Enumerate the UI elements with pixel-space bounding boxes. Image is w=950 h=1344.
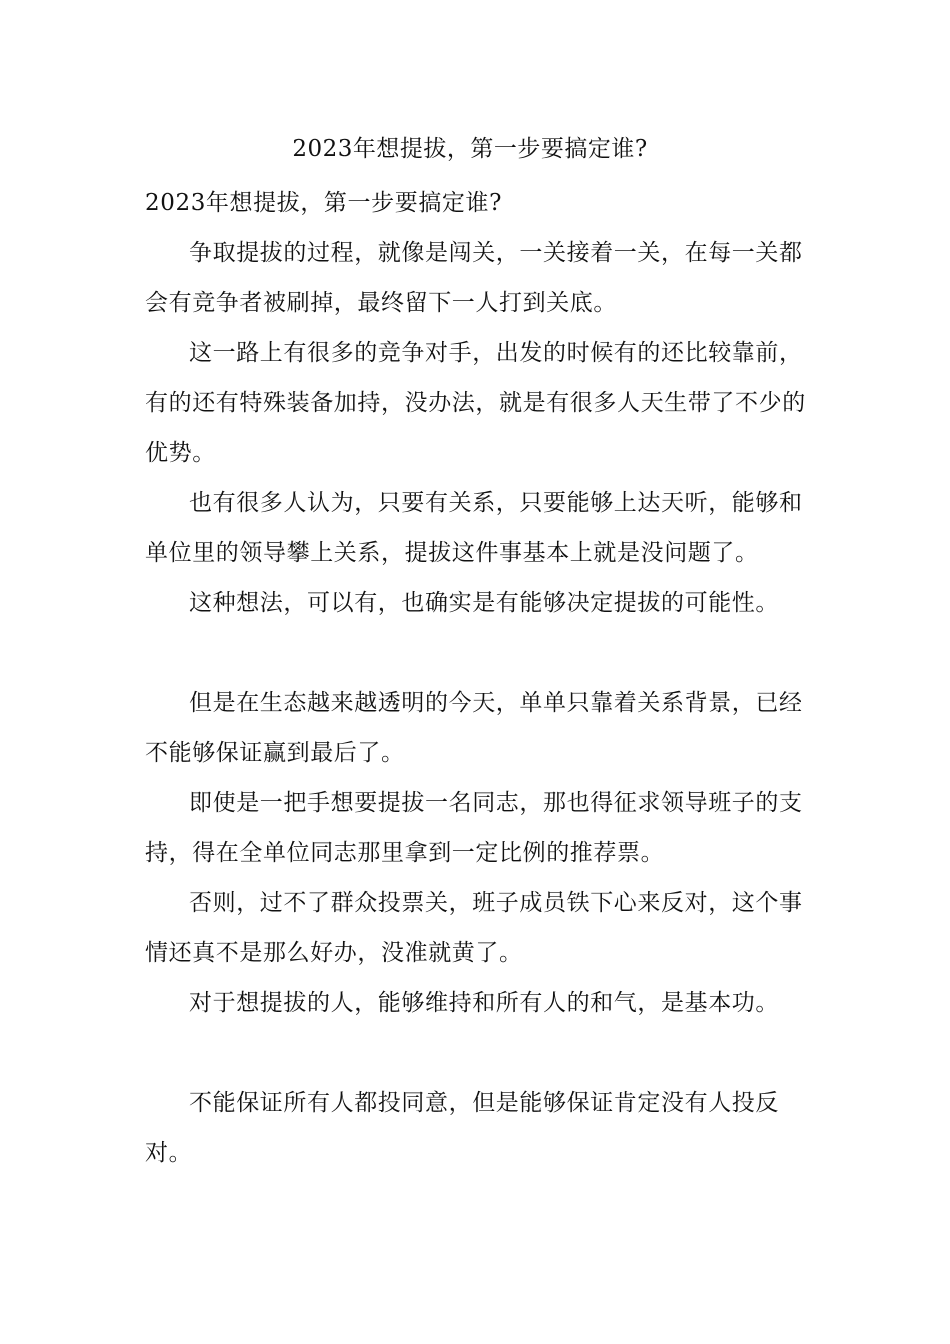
paragraph-7: 否则，过不了群众投票关，班子成员铁下心来反对，这个事情还真不是那么好办，没准就黄了。 bbox=[145, 890, 803, 966]
paragraph-4: 这种想法，可以有，也确实是有能够决定提拔的可能性。 bbox=[189, 590, 779, 616]
paragraph-gap bbox=[145, 1028, 813, 1078]
paragraph-9: 不能保证所有人都投同意，但是能够保证肯定没有人投反对。 bbox=[145, 1090, 779, 1166]
paragraph-8: 对于想提拔的人，能够维持和所有人的和气，是基本功。 bbox=[189, 990, 779, 1016]
document-subtitle: 2023年想提拔，第一步要搞定谁? bbox=[145, 190, 503, 216]
paragraph-1: 争取提拔的过程，就像是闯关，一关接着一关，在每一关都会有竞争者被刷掉，最终留下一人打到关底。 bbox=[145, 240, 803, 316]
document-title: 2023年想提拔，第一步要搞定谁? bbox=[292, 136, 648, 162]
document-body bbox=[145, 178, 813, 1178]
paragraph-6: 即使是一把手想要提拔一名同志，那也得征求领导班子的支持，得在全单位同志那里拿到一定比例的推荐票。 bbox=[145, 790, 803, 866]
paragraph-3: 也有很多人认为，只要有关系，只要能够上达天听，能够和单位里的领导攀上关系，提拔这件事基本上就是没问题了。 bbox=[145, 490, 803, 566]
paragraph-2: 这一路上有很多的竞争对手，出发的时候有的还比较靠前，有的还有特殊装备加持，没办法，就是有很多人天生带了不少的优势。 bbox=[145, 340, 806, 466]
paragraph-5: 但是在生态越来越透明的今天，单单只靠着关系背景，已经不能够保证赢到最后了。 bbox=[145, 690, 803, 766]
paragraph-gap bbox=[145, 628, 813, 678]
